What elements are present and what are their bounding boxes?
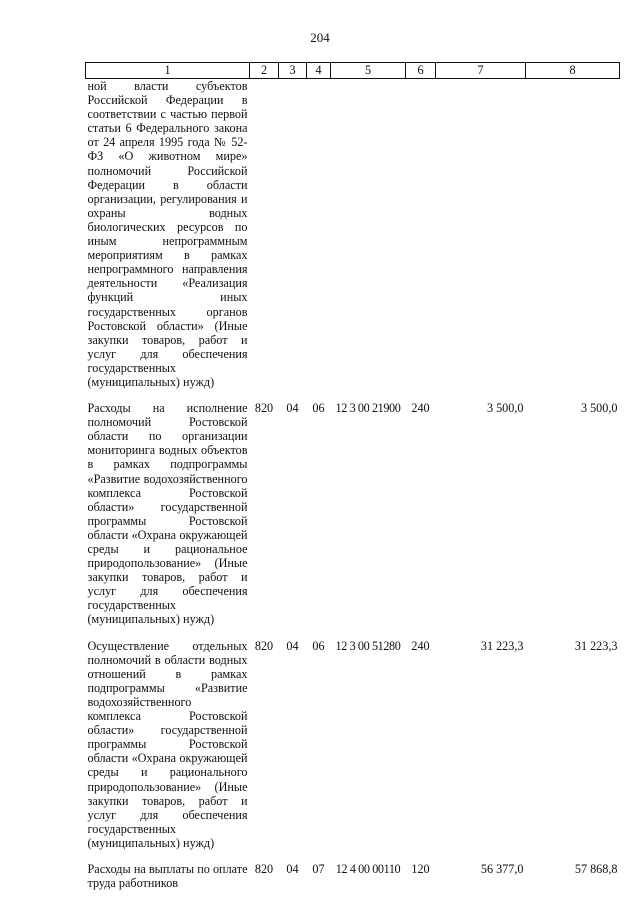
row-description: ной власти субъектов Российской Федерации в соответствии с частью первой статьи 6 Федерального закона от 24 апреля 1995 года № 52-ФЗ «О животном мире» полномочий Российской Федерации в области организации, регулирования и охраны водных биологических ресурсов по иным непрограммным мероприятиям в рамках непрограммного направления деятельности «Реализация функций иных государственных органов Ростовской области» (Иные закупки товаров, работ и услуг для обеспечения государственных (муниципальных) нужд) [87,79,248,389]
cell-subsection: 06 [312,401,325,416]
cell-subsection [307,79,331,390]
cell-amount-2 [526,79,620,390]
cell-ministry: 820 [254,401,274,416]
cell-section: 04 [286,401,299,416]
cell-amount-2: 3 500,0 [580,401,618,416]
column-header: 1 [86,63,250,79]
cell-expense-type: 120 [411,861,430,876]
cell-ministry: 820 [254,861,274,876]
cell-amount-1 [436,79,526,390]
cell-ministry [250,79,279,390]
column-header: 7 [436,63,526,79]
cell-ministry: 820 [254,638,274,653]
cell-amount-2: 31 223,3 [574,638,618,653]
cell-section: 04 [286,861,299,876]
cell-section: 04 [286,638,299,653]
cell-section [279,79,307,390]
table-row [86,862,620,890]
cell-expense-type: 240 [411,401,430,416]
cell-expense-type: 240 [411,638,430,653]
cell-amount-2: 57 868,8 [574,861,618,876]
cell-amount-1: 56 377,0 [480,861,524,876]
column-header: 6 [406,63,436,79]
cell-target-code: 12 4 00 00110 [335,861,401,876]
cell-amount-1: 3 500,0 [486,401,524,416]
table-row [86,639,620,850]
row-description: Расходы на выплаты по оплате труда работников [87,861,248,891]
table-row [86,401,620,627]
cell-target-code: 12 3 00 21900 [335,401,401,416]
budget-table [85,62,620,890]
cell-target-code [331,79,406,390]
page-number: 204 [310,30,330,45]
table-row [86,79,620,390]
row-description: Осуществление отдельных полномочий в области водных отношений в рамках подпрограммы «Развитие водохозяйственного комплекса Ростовской области» государственной программы Ростовской области «Охрана окружающей среды и рационального природопользование» (Иные закупки товаров, работ и услуг для обеспечения государственных (муниципальных) нужд) [87,638,248,850]
column-header: 8 [526,63,620,79]
row-description: Расходы на исполнение полномочий Ростовской области по организации мониторинга водных объектов в рамках подпрограммы «Развитие водохозяйственного комплекса Ростовской области» государственной программы Ростовской области «Охрана окружающей среды и рациональное природопользование» (Иные закупки товаров, работ и услуг для обеспечения государственных (муниципальных) нужд) [87,401,248,627]
cell-target-code: 12 3 00 51280 [335,638,401,653]
cell-amount-1: 31 223,3 [480,638,524,653]
cell-subsection: 06 [312,638,325,653]
column-header: 5 [331,63,406,79]
column-header: 2 [250,63,279,79]
cell-subsection: 07 [312,861,325,876]
column-header: 4 [307,63,331,79]
cell-expense-type [406,79,436,390]
table-header-row [86,63,620,79]
column-header: 3 [279,63,307,79]
